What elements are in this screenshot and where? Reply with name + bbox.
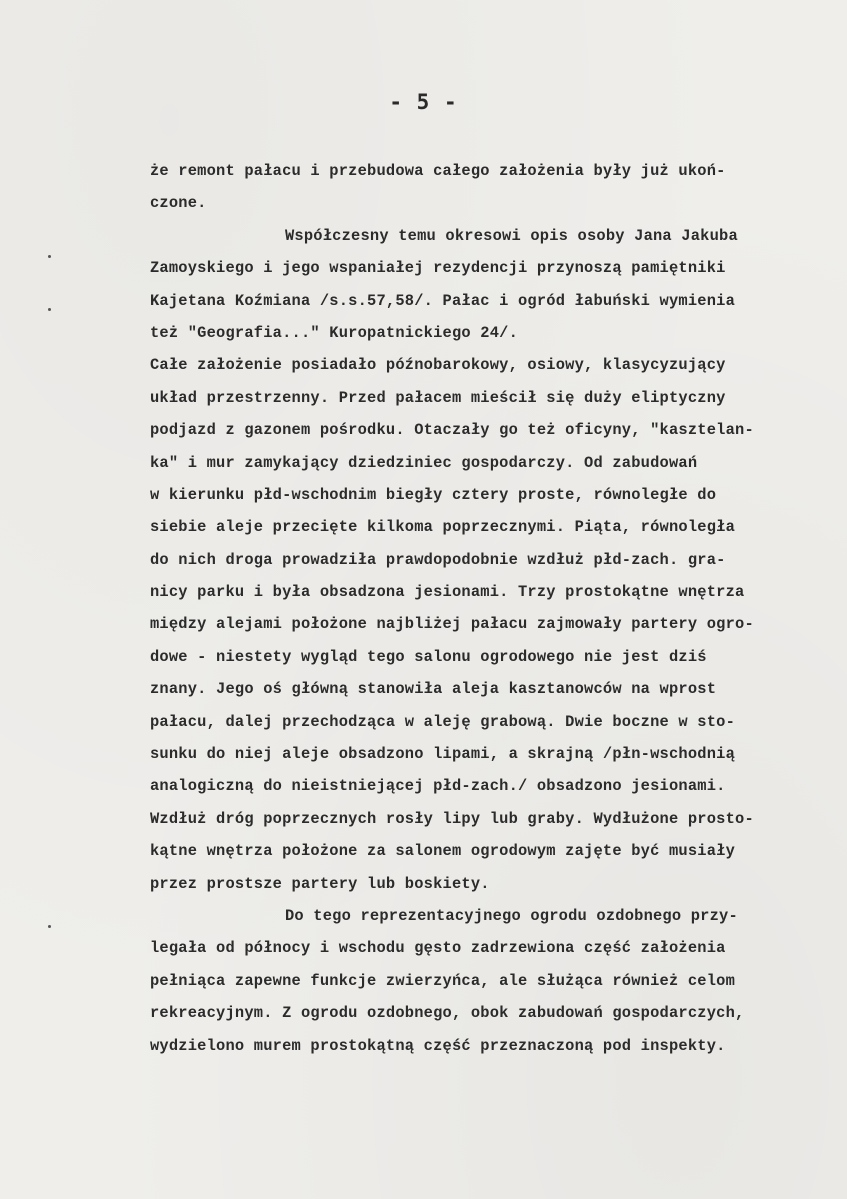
text-line: Kajetana Koźmiana /s.s.57,58/. Pałac i ogród łabuński wymienia — [150, 291, 736, 310]
text-line: pałacu, dalej przechodząca w aleję grabową. Dwie boczne w sto- — [150, 712, 736, 731]
page-number: - 5 - — [389, 90, 458, 114]
text-line: między alejami położone najbliżej pałacu zajmowały partery ogro- — [150, 615, 754, 634]
margin-mark — [48, 255, 51, 258]
text-line: czone. — [150, 194, 207, 213]
text-line: Do tego reprezentacyjnego ogrodu ozdobnego przy- — [285, 906, 738, 925]
text-line: w kierunku płd-wschodnim biegły cztery proste, równoległe do — [150, 485, 717, 504]
text-line: Zamoyskiego i jego wspaniałej rezydencji przynoszą pamiętniki — [150, 259, 726, 278]
text-line: dowe - niestety wygląd tego salonu ogrodowego nie jest dziś — [150, 647, 707, 666]
text-line: podjazd z gazonem pośrodku. Otaczały go też oficyny, "kasztelan- — [150, 421, 754, 440]
text-line: sunku do niej aleje obsadzono lipami, a skrajną /płn-wschodnią — [150, 745, 736, 764]
text-line: Całe założenie posiadało późnobarokowy, osiowy, klasycyzujący — [150, 356, 726, 375]
text-line: siebie aleje przecięte kilkoma poprzecznymi. Piąta, równoległa — [150, 518, 736, 537]
text-line: pełniąca zapewne funkcje zwierzyńca, ale służąca również celom — [150, 971, 736, 990]
text-line: wydzielono murem prostokątną część przeznaczoną pod inspekty. — [150, 1036, 726, 1055]
text-line: układ przestrzenny. Przed pałacem mieścił się duży eliptyczny — [150, 388, 726, 407]
text-line: że remont pałacu i przebudowa całego założenia były już ukoń- — [150, 162, 726, 180]
text-line: Współczesny temu okresowi opis osoby Jana Jakuba — [285, 226, 738, 245]
text-line: do nich droga prowadziła prawdopodobnie wzdłuż płd-zach. gra- — [150, 550, 726, 569]
margin-mark — [48, 925, 51, 928]
margin-mark — [48, 308, 51, 311]
text-line: też "Geografia..." Kuropatnickiego 24/. — [150, 323, 518, 342]
text-line: nicy parku i była obsadzona jesionami. Trzy prostokątne wnętrza — [150, 583, 745, 602]
text-line: ka" i mur zamykający dziedziniec gospodarczy. Od zabudowań — [150, 453, 698, 472]
text-line: Wzdłuż dróg poprzecznych rosły lipy lub graby. Wydłużone prosto- — [150, 809, 754, 828]
text-line: legała od północy i wschodu gęsto zadrzewiona część założenia — [150, 939, 726, 958]
text-line: kątne wnętrza położone za salonem ogrodowym zajęte być musiały — [150, 842, 736, 861]
text-line: rekreacyjnym. Z ogrodu ozdobnego, obok zabudowań gospodarczych, — [150, 1004, 745, 1023]
body-text — [150, 155, 810, 1062]
text-line: znany. Jego oś główną stanowiła aleja kasztanowców na wprost — [150, 680, 717, 699]
text-line: przez prostsze partery lub boskiety. — [150, 874, 490, 893]
text-line: analogiczną do nieistniejącej płd-zach./ obsadzono jesionami. — [150, 777, 726, 796]
